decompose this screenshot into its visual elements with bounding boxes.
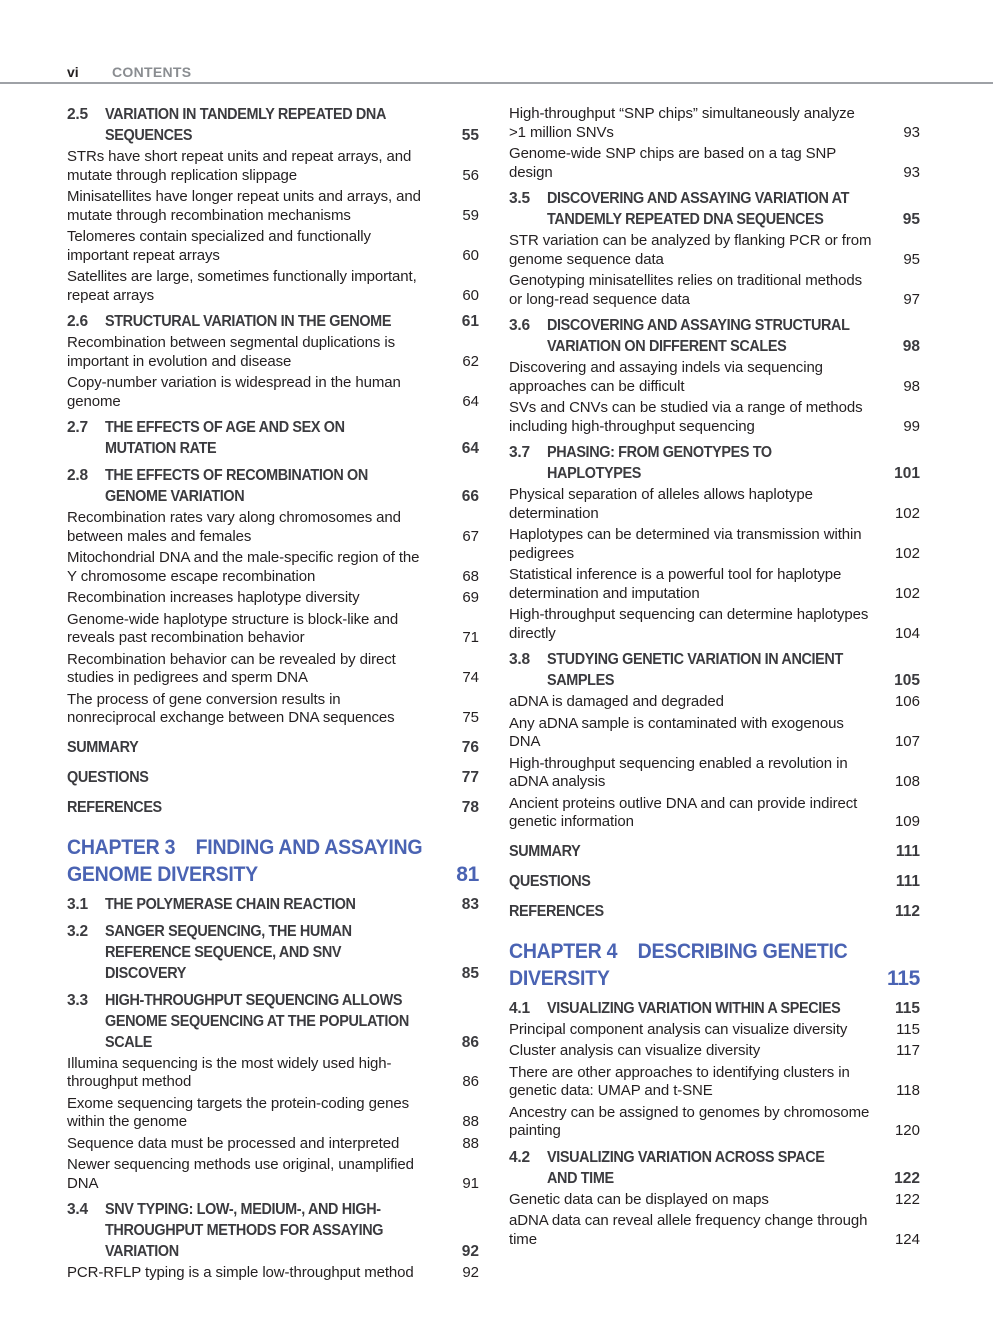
section-row (509, 901, 920, 922)
section-row (67, 921, 479, 984)
section-page-number: 83 (461, 895, 479, 913)
section-page-number: 112 (894, 902, 920, 920)
section-row (67, 311, 479, 332)
subsection-title: Minisatellites have longer repeat units and arrays, and mutate through recombination mechanisms (67, 188, 421, 224)
subsection-page-number: 64 (462, 392, 479, 410)
section-title: SNV TYPING: LOW-, MEDIUM-, AND HIGH-THROUGHPUT METHODS FOR ASSAYING VARIATION (105, 1201, 384, 1260)
section-title: SANGER SEQUENCING, THE HUMAN REFERENCE SEQUENCE, AND SNV DISCOVERY (105, 922, 352, 982)
toc-subsection-entry[interactable] (67, 188, 479, 225)
subsection-page-number: 120 (894, 1122, 920, 1139)
section-page-number: 55 (461, 127, 479, 144)
toc-subsection-entry[interactable] (67, 1095, 479, 1132)
section-title: QUESTIONS (67, 768, 149, 786)
subsection-title: Cluster analysis can visualize diversity (509, 1042, 761, 1059)
subsection-page-number: 71 (462, 629, 479, 646)
subsection-page-number: 62 (462, 352, 479, 370)
section-title: REFERENCES (67, 798, 162, 816)
section-row (67, 104, 479, 146)
subsection-page-number: 92 (462, 1264, 479, 1281)
toc-subsection-entry[interactable] (67, 1135, 479, 1154)
subsection-title: Genetic data can be displayed on maps (509, 1190, 769, 1208)
section-row (67, 1199, 479, 1262)
toc-subsection-entry[interactable] (509, 359, 920, 396)
section-page-number: 85 (461, 964, 479, 982)
toc-section-entry[interactable] (67, 797, 479, 818)
toc-section-entry[interactable] (67, 737, 479, 758)
section-page-number: 95 (902, 211, 920, 228)
toc-section-entry[interactable] (67, 1199, 479, 1262)
subsection-title: Recombination between segmental duplications is important in evolution and disease (67, 334, 395, 370)
page-header (0, 60, 993, 84)
toc-section-entry[interactable] (67, 990, 479, 1053)
subsection-page-number: 88 (462, 1113, 479, 1130)
toc-subsection-entry[interactable] (67, 228, 479, 265)
toc-subsection-entry[interactable] (67, 1156, 479, 1193)
subsection-title: Recombination behavior can be revealed by direct studies in pedigrees and sperm DNA (67, 650, 396, 686)
toc-section-entry[interactable] (509, 1147, 920, 1189)
toc-section-entry[interactable] (67, 311, 479, 332)
subsection-page-number: 93 (903, 123, 920, 141)
subsection-title: PCR-RFLP typing is a simple low-throughput method (67, 1264, 414, 1281)
toc-section-entry[interactable] (67, 921, 479, 984)
section-title: QUESTIONS (509, 872, 591, 890)
section-number: 4.2 (509, 1148, 530, 1166)
subsection-title: High-throughput sequencing can determine haplotypes directly (509, 606, 869, 642)
section-row (67, 797, 479, 818)
toc-left-column (67, 104, 479, 1286)
chapter-title-part1: FINDING AND ASSAYING (195, 835, 423, 859)
toc-subsection-entry[interactable] (509, 272, 920, 309)
section-number: 2.5 (67, 106, 88, 123)
subsection-title: Mitochondrial DNA and the male-specific region of the Y chromosome escape recombination (67, 549, 420, 585)
toc-section-entry[interactable] (509, 841, 920, 862)
subsection-title: Genotyping minisatellites relies on traditional methods or long-read sequence data (509, 272, 863, 308)
subsection-title: Principal component analysis can visualize diversity (509, 1020, 848, 1038)
subsection-page-number: 60 (462, 246, 479, 264)
subsection-page-number: 91 (462, 1174, 479, 1192)
subsection-page-number: 93 (903, 163, 920, 181)
subsection-page-number: 59 (462, 206, 479, 224)
toc-subsection-entry[interactable] (509, 145, 920, 182)
section-number: 2.7 (67, 419, 88, 436)
toc-section-entry[interactable] (509, 998, 920, 1019)
toc-subsection-entry[interactable] (509, 1064, 920, 1101)
toc-section-entry[interactable] (67, 894, 479, 915)
subsection-page-number: 95 (903, 250, 920, 268)
section-title: VARIATION IN TANDEMLY REPEATED DNA SEQUENCES (105, 106, 386, 144)
section-row (509, 998, 920, 1019)
chapter-page-number: 115 (887, 966, 920, 990)
subsection-title: Exome sequencing targets the protein-coding genes within the genome (67, 1094, 409, 1130)
section-number: 3.6 (509, 317, 530, 334)
subsection-page-number: 108 (894, 773, 920, 790)
chapter-title-part1: DESCRIBING GENETIC (637, 939, 848, 963)
section-number: 3.7 (509, 444, 530, 461)
toc-subsection-entry[interactable] (509, 795, 920, 832)
section-page-number: 101 (894, 465, 920, 482)
chapter-title-part2: DIVERSITY (509, 966, 610, 990)
section-row (509, 1147, 920, 1189)
section-page-number: 77 (461, 768, 479, 786)
section-title: PHASING: FROM GENOTYPES TO HAPLOTYPES (547, 444, 772, 482)
subsection-title: aDNA is damaged and degraded (509, 693, 724, 710)
subsection-title: SVs and CNVs can be studied via a range of methods including high-throughput sequencing (509, 399, 863, 435)
subsection-title: STRs have short repeat units and repeat arrays, and mutate through replication slippage (67, 148, 412, 184)
subsection-page-number: 88 (462, 1134, 479, 1152)
chapter-number: CHAPTER 4 (509, 939, 618, 963)
subsection-page-number: 117 (896, 1042, 920, 1059)
toc-subsection-entry[interactable] (509, 606, 920, 643)
section-page-number: 122 (894, 1169, 920, 1187)
running-header-title: CONTENTS (112, 64, 192, 80)
toc-subsection-entry[interactable] (67, 268, 479, 305)
toc-subsection-entry[interactable] (509, 486, 920, 523)
toc-subsection-entry[interactable] (509, 1021, 920, 1040)
subsection-title: Genome-wide SNP chips are based on a tag SNP design (509, 145, 836, 181)
subsection-page-number: 67 (462, 527, 479, 545)
section-page-number: 61 (461, 313, 479, 330)
subsection-page-number: 74 (462, 669, 479, 686)
subsection-page-number: 56 (462, 166, 479, 184)
subsection-page-number: 107 (894, 733, 920, 750)
section-number: 2.8 (67, 467, 88, 484)
section-row (67, 990, 479, 1053)
section-number: 3.8 (509, 651, 530, 668)
section-row (509, 649, 920, 691)
section-row (509, 871, 920, 892)
subsection-title: Illumina sequencing is the most widely used high-throughput method (67, 1054, 392, 1090)
toc-chapter-entry[interactable] (509, 938, 920, 992)
section-number: 3.2 (67, 922, 88, 940)
section-number: 3.3 (67, 991, 88, 1009)
toc-subsection-entry[interactable] (67, 1055, 479, 1092)
section-page-number: 64 (461, 440, 479, 457)
section-number: 3.4 (67, 1201, 88, 1218)
subsection-title: aDNA data can reveal allele frequency change through time (509, 1212, 868, 1248)
toc-subsection-entry[interactable] (67, 589, 479, 608)
subsection-page-number: 102 (894, 504, 920, 522)
subsection-page-number: 106 (894, 693, 920, 710)
toc-section-entry[interactable] (67, 465, 479, 507)
section-row (509, 315, 920, 357)
subsection-title: Discovering and assaying indels via sequencing approaches can be difficult (509, 359, 823, 395)
section-row (509, 188, 920, 230)
toc-subsection-entry[interactable] (67, 691, 479, 728)
section-row (67, 767, 479, 788)
section-title: HIGH-THROUGHPUT SEQUENCING ALLOWS GENOME SEQUENCING AT THE POPULATION SCALE (105, 991, 409, 1051)
subsection-page-number: 122 (894, 1190, 920, 1208)
toc-subsection-entry[interactable] (67, 651, 479, 688)
subsection-page-number: 97 (903, 290, 920, 308)
section-page-number: 92 (461, 1243, 479, 1260)
toc-subsection-entry[interactable] (67, 611, 479, 648)
section-row (67, 737, 479, 758)
section-row (67, 894, 479, 915)
chapter-page-number: 81 (456, 862, 479, 886)
subsection-page-number: 104 (894, 624, 920, 642)
toc-section-entry[interactable] (509, 442, 920, 484)
toc-section-entry[interactable] (509, 188, 920, 230)
section-title: THE EFFECTS OF RECOMBINATION ON GENOME VARIATION (105, 467, 368, 505)
section-title: THE POLYMERASE CHAIN REACTION (105, 895, 356, 913)
subsection-title: Satellites are large, sometimes functionally important, repeat arrays (67, 268, 417, 304)
subsection-page-number: 69 (462, 589, 479, 606)
subsection-title: High-throughput sequencing enabled a revolution in aDNA analysis (509, 754, 848, 790)
subsection-title: Ancient proteins outlive DNA and can provide indirect genetic information (509, 794, 858, 830)
section-page-number: 66 (461, 488, 479, 505)
toc-subsection-entry[interactable] (509, 1191, 920, 1210)
subsection-title: High-throughput “SNP chips” simultaneously analyze >1 million SNVs (509, 105, 855, 141)
subsection-title: Telomeres contain specialized and functionally important repeat arrays (67, 228, 371, 264)
toc-subsection-entry[interactable] (509, 566, 920, 603)
subsection-page-number: 109 (894, 813, 920, 830)
chapter-heading-line2 (67, 861, 479, 888)
section-title: VISUALIZING VARIATION ACROSS SPACE AND TIME (547, 1148, 825, 1187)
subsection-page-number: 115 (896, 1020, 920, 1038)
section-row (67, 417, 479, 459)
subsection-title: Haplotypes can be determined via transmission within pedigrees (509, 526, 862, 562)
chapter-heading-line1 (67, 834, 450, 861)
toc-subsection-entry[interactable] (509, 1042, 920, 1061)
toc-subsection-entry[interactable] (67, 148, 479, 185)
subsection-page-number: 98 (903, 377, 920, 395)
subsection-page-number: 102 (894, 544, 920, 562)
toc-subsection-entry[interactable] (509, 399, 920, 436)
subsection-page-number: 75 (462, 709, 479, 726)
subsection-title: Physical separation of alleles allows haplotype determination (509, 486, 813, 522)
section-page-number: 111 (895, 872, 920, 890)
section-row (67, 465, 479, 507)
subsection-title: Any aDNA sample is contaminated with exogenous DNA (509, 714, 844, 750)
section-number: 2.6 (67, 313, 88, 330)
section-page-number: 86 (461, 1033, 479, 1051)
toc-section-entry[interactable] (509, 315, 920, 357)
toc-subsection-entry[interactable] (67, 549, 479, 586)
page-number: vi (67, 64, 79, 80)
chapter-title-part2: GENOME DIVERSITY (67, 862, 258, 886)
subsection-page-number: 68 (462, 567, 479, 585)
subsection-title: Statistical inference is a powerful tool for haplotype determination and imputation (509, 566, 842, 602)
section-number: 4.1 (509, 999, 530, 1017)
subsection-title: Ancestry can be assigned to genomes by chromosome painting (509, 1103, 870, 1139)
subsection-title: STR variation can be analyzed by flanking PCR or from genome sequence data (509, 232, 872, 268)
toc-section-entry[interactable] (509, 871, 920, 892)
section-row (509, 442, 920, 484)
subsection-title: There are other approaches to identifying clusters in genetic data: UMAP and t-SNE (509, 1063, 850, 1099)
toc-subsection-entry[interactable] (67, 334, 479, 371)
toc-subsection-entry[interactable] (509, 755, 920, 792)
subsection-title: Copy-number variation is widespread in the human genome (67, 374, 401, 410)
toc-subsection-entry[interactable] (509, 232, 920, 269)
toc-subsection-entry[interactable] (509, 715, 920, 752)
section-number: 3.1 (67, 895, 88, 913)
section-number: 3.5 (509, 190, 530, 207)
subsection-title: Sequence data must be processed and interpreted (67, 1134, 400, 1152)
section-title: STUDYING GENETIC VARIATION IN ANCIENT SAMPLES (547, 651, 843, 689)
toc-section-entry[interactable] (509, 901, 920, 922)
toc-section-entry[interactable] (67, 104, 479, 146)
toc-subsection-entry[interactable] (509, 693, 920, 712)
section-title: DISCOVERING AND ASSAYING VARIATION AT TANDEMLY REPEATED DNA SEQUENCES (547, 190, 850, 228)
toc-subsection-entry[interactable] (509, 1212, 920, 1249)
section-page-number: 76 (461, 738, 479, 756)
subsection-title: Recombination increases haplotype diversity (67, 589, 360, 606)
section-title: SUMMARY (67, 738, 139, 756)
chapter-number: CHAPTER 3 (67, 835, 176, 859)
subsection-page-number: 99 (903, 417, 920, 435)
toc-subsection-entry[interactable] (509, 105, 920, 142)
section-title: DISCOVERING AND ASSAYING STRUCTURAL VARIATION ON DIFFERENT SCALES (547, 317, 850, 355)
subsection-title: The process of gene conversion results in nonreciprocal exchange between DNA sequences (67, 690, 395, 726)
section-page-number: 115 (894, 999, 920, 1017)
subsection-page-number: 124 (894, 1230, 920, 1248)
subsection-page-number: 102 (894, 584, 920, 602)
section-title: VISUALIZING VARIATION WITHIN A SPECIES (547, 999, 841, 1017)
toc-section-entry[interactable] (509, 649, 920, 691)
subsection-page-number: 86 (462, 1073, 479, 1090)
subsection-page-number: 60 (462, 286, 479, 304)
toc-section-entry[interactable] (67, 767, 479, 788)
subsection-page-number: 118 (896, 1082, 920, 1099)
section-page-number: 111 (895, 842, 920, 860)
chapter-heading-line1 (509, 938, 891, 965)
toc-subsection-entry[interactable] (509, 1104, 920, 1141)
toc-subsection-entry[interactable] (67, 1264, 479, 1283)
subsection-title: Newer sequencing methods use original, unamplified DNA (67, 1156, 414, 1192)
toc-section-entry[interactable] (67, 417, 479, 459)
section-page-number: 98 (902, 338, 920, 355)
toc-right-column (509, 104, 920, 1252)
toc-chapter-entry[interactable] (67, 834, 479, 888)
subsection-title: Recombination rates vary along chromosomes and between males and females (67, 509, 401, 545)
chapter-heading-line2 (509, 965, 920, 992)
subsection-title: Genome-wide haplotype structure is block-like and reveals past recombination behavior (67, 610, 399, 646)
toc-subsection-entry[interactable] (67, 374, 479, 411)
section-title: THE EFFECTS OF AGE AND SEX ON MUTATION RATE (105, 419, 345, 457)
section-page-number: 78 (461, 798, 479, 816)
toc-subsection-entry[interactable] (509, 526, 920, 563)
section-title: STRUCTURAL VARIATION IN THE GENOME (105, 313, 392, 330)
section-row (509, 841, 920, 862)
section-page-number: 105 (894, 672, 920, 689)
toc-subsection-entry[interactable] (67, 509, 479, 546)
section-title: REFERENCES (509, 902, 604, 920)
section-title: SUMMARY (509, 842, 581, 860)
